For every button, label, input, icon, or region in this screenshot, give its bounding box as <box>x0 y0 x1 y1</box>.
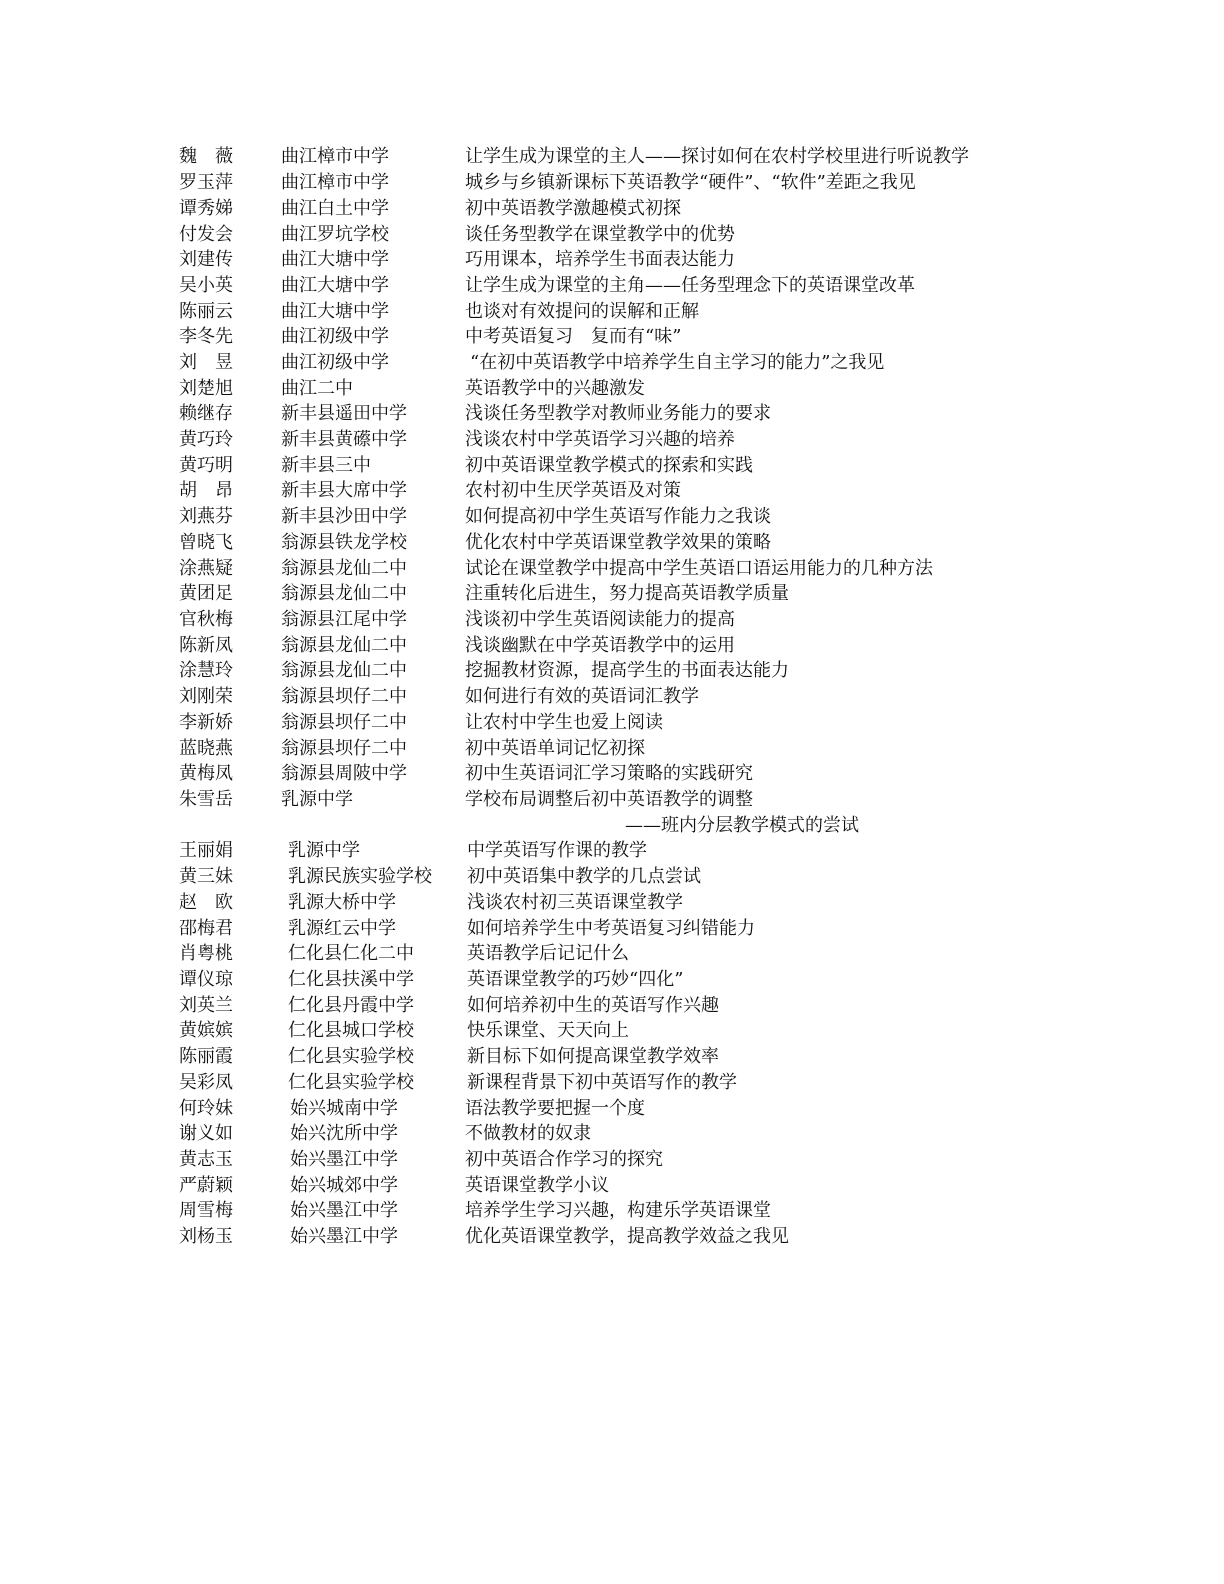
school-name: 仁化县仁化二中 <box>288 943 414 964</box>
author-name: 李冬先 <box>179 326 233 347</box>
author-name: 魏 薇 <box>179 146 233 167</box>
paper-title: 初中生英语词汇学习策略的实践研究 <box>465 763 753 784</box>
author-name: 邵梅君 <box>179 918 233 939</box>
school-name: 曲江初级中学 <box>281 352 389 373</box>
author-name: 周雪梅 <box>179 1200 233 1221</box>
school-name: 翁源县龙仙二中 <box>281 583 407 604</box>
school-name: 曲江樟市中学 <box>281 172 389 193</box>
list-item <box>0 170 1224 196</box>
paper-title: 如何提高初中学生英语写作能力之我谈 <box>465 506 771 527</box>
list-item <box>0 478 1224 504</box>
school-name: 始兴墨江中学 <box>290 1226 398 1247</box>
author-name: 黄巧明 <box>179 455 233 476</box>
school-name: 曲江大塘中学 <box>281 301 389 322</box>
list-item <box>0 633 1224 659</box>
list-item <box>0 1018 1224 1044</box>
list-item <box>0 581 1224 607</box>
school-name: 仁化县实验学校 <box>288 1072 414 1093</box>
list-item <box>0 684 1224 710</box>
list-item <box>0 761 1224 787</box>
list-item <box>0 864 1224 890</box>
school-name: 乳源中学 <box>288 840 360 861</box>
paper-title: 初中英语集中教学的几点尝试 <box>467 866 701 887</box>
school-name: 新丰县沙田中学 <box>281 506 407 527</box>
school-name: 曲江白土中学 <box>281 198 389 219</box>
author-name: 涂燕疑 <box>179 558 233 579</box>
paper-subtitle: ——班内分层教学模式的尝试 <box>625 815 859 836</box>
paper-title: 优化英语课堂教学，提高教学效益之我见 <box>465 1226 789 1247</box>
school-name: 翁源县铁龙学校 <box>281 532 407 553</box>
paper-title: 城乡与乡镇新课标下英语教学“硬件”、“软件”差距之我见 <box>465 172 916 193</box>
list-item <box>0 941 1224 967</box>
list-item <box>0 787 1224 813</box>
paper-title: 初中英语合作学习的探究 <box>465 1149 663 1170</box>
list-item <box>0 196 1224 222</box>
list-item <box>0 273 1224 299</box>
author-name: 赖继存 <box>179 403 233 424</box>
list-item <box>0 890 1224 916</box>
list-item <box>0 967 1224 993</box>
author-name: 黄嫔嫔 <box>179 1020 233 1041</box>
paper-title: 新课程背景下初中英语写作的教学 <box>467 1072 737 1093</box>
paper-title: 快乐课堂、天天向上 <box>467 1020 629 1041</box>
author-name: 官秋梅 <box>179 609 233 630</box>
paper-title: 挖掘教材资源，提高学生的书面表达能力 <box>465 660 789 681</box>
paper-title: 让农村中学生也爱上阅读 <box>465 712 663 733</box>
paper-title: 浅谈农村初三英语课堂教学 <box>467 892 683 913</box>
school-name: 仁化县丹霞中学 <box>288 995 414 1016</box>
school-name: 翁源县坝仔二中 <box>281 712 407 733</box>
author-name: 肖粤桃 <box>179 943 233 964</box>
school-name: 翁源县龙仙二中 <box>281 660 407 681</box>
author-name: 谢义如 <box>179 1123 233 1144</box>
author-name: 黄团足 <box>179 583 233 604</box>
list-item <box>0 838 1224 864</box>
paper-title: 初中英语教学激趣模式初探 <box>465 198 681 219</box>
list-item <box>0 530 1224 556</box>
paper-title: 中考英语复习 复而有“味” <box>465 326 682 347</box>
author-name: 刘刚荣 <box>179 686 233 707</box>
school-name: 始兴城南中学 <box>290 1098 398 1119</box>
list-item <box>0 1173 1224 1199</box>
paper-title: 农村初中生厌学英语及对策 <box>465 480 681 501</box>
school-name: 曲江二中 <box>281 378 353 399</box>
author-name: 刘建传 <box>179 249 233 270</box>
paper-title: 英语教学后记记什么 <box>467 943 629 964</box>
author-name: 刘英兰 <box>179 995 233 1016</box>
school-name: 翁源县龙仙二中 <box>281 558 407 579</box>
paper-title: 浅谈任务型教学对教师业务能力的要求 <box>465 403 771 424</box>
school-name: 乳源红云中学 <box>288 918 396 939</box>
list-item <box>0 427 1224 453</box>
paper-title: 浅谈初中学生英语阅读能力的提高 <box>465 609 735 630</box>
school-name: 乳源中学 <box>281 789 353 810</box>
author-name: 付发会 <box>179 224 233 245</box>
paper-title: 英语教学中的兴趣激发 <box>465 378 645 399</box>
list-item <box>0 1096 1224 1122</box>
author-name: 胡 昂 <box>179 480 233 501</box>
school-name: 翁源县江尾中学 <box>281 609 407 630</box>
school-name: 仁化县城口学校 <box>288 1020 414 1041</box>
author-name: 何玲妹 <box>179 1098 233 1119</box>
school-name: 曲江樟市中学 <box>281 146 389 167</box>
list-item <box>0 658 1224 684</box>
list-item <box>0 376 1224 402</box>
school-name: 乳源民族实验学校 <box>288 866 432 887</box>
author-name: 吴小英 <box>179 275 233 296</box>
author-name: 严蔚颖 <box>179 1175 233 1196</box>
list-item <box>0 324 1224 350</box>
school-name: 曲江初级中学 <box>281 326 389 347</box>
author-name: 黄三妹 <box>179 866 233 887</box>
author-name: 吴彩凤 <box>179 1072 233 1093</box>
list-item <box>0 299 1224 325</box>
author-name: 罗玉萍 <box>179 172 233 193</box>
paper-title: 浅谈幽默在中学英语教学中的运用 <box>465 635 735 656</box>
author-name: 王丽娟 <box>179 840 233 861</box>
list-item <box>0 222 1224 248</box>
school-name: 乳源大桥中学 <box>288 892 396 913</box>
author-name: 赵 欧 <box>179 892 233 913</box>
author-name: 黄巧玲 <box>179 429 233 450</box>
list-item <box>0 247 1224 273</box>
list-item <box>0 350 1224 376</box>
list-item <box>0 144 1224 170</box>
paper-title: 也谈对有效提问的误解和正解 <box>465 301 699 322</box>
list-item <box>0 993 1224 1019</box>
author-name: 陈丽霞 <box>179 1046 233 1067</box>
school-name: 翁源县周陂中学 <box>281 763 407 784</box>
author-name: 李新娇 <box>179 712 233 733</box>
paper-title: 浅谈农村中学英语学习兴趣的培养 <box>465 429 735 450</box>
paper-title: 初中英语单词记忆初探 <box>465 738 645 759</box>
author-name: 刘杨玉 <box>179 1226 233 1247</box>
author-name: 涂慧玲 <box>179 660 233 681</box>
school-name: 曲江大塘中学 <box>281 249 389 270</box>
list-item <box>0 1224 1224 1250</box>
paper-title: 谈任务型教学在课堂教学中的优势 <box>465 224 735 245</box>
paper-title: 培养学生学习兴趣，构建乐学英语课堂 <box>465 1200 771 1221</box>
paper-title: 学校布局调整后初中英语教学的调整 <box>465 789 753 810</box>
paper-title: 中学英语写作课的教学 <box>467 840 647 861</box>
list-item-continuation <box>0 813 1224 839</box>
list-item <box>0 1121 1224 1147</box>
paper-title: “在初中英语教学中培养学生自主学习的能力”之我见 <box>470 352 885 373</box>
author-name: 谭秀娣 <box>179 198 233 219</box>
school-name: 翁源县坝仔二中 <box>281 686 407 707</box>
paper-title: 如何培养初中生的英语写作兴趣 <box>467 995 719 1016</box>
paper-title: 让学生成为课堂的主人——探讨如何在农村学校里进行听说教学 <box>465 146 969 167</box>
list-item <box>0 1198 1224 1224</box>
school-name: 始兴城郊中学 <box>290 1175 398 1196</box>
paper-title: 让学生成为课堂的主角——任务型理念下的英语课堂改革 <box>465 275 915 296</box>
school-name: 始兴墨江中学 <box>290 1200 398 1221</box>
school-name: 新丰县大席中学 <box>281 480 407 501</box>
author-name: 陈丽云 <box>179 301 233 322</box>
paper-title: 优化农村中学英语课堂教学效果的策略 <box>465 532 771 553</box>
list-item <box>0 401 1224 427</box>
list-item <box>0 556 1224 582</box>
list-item <box>0 710 1224 736</box>
list-item <box>0 1070 1224 1096</box>
paper-title: 巧用课本，培养学生书面表达能力 <box>465 249 735 270</box>
school-name: 新丰县遥田中学 <box>281 403 407 424</box>
school-name: 曲江罗坑学校 <box>281 224 389 245</box>
school-name: 曲江大塘中学 <box>281 275 389 296</box>
paper-title: 如何培养学生中考英语复习纠错能力 <box>467 918 755 939</box>
school-name: 仁化县实验学校 <box>288 1046 414 1067</box>
school-name: 翁源县龙仙二中 <box>281 635 407 656</box>
paper-title: 注重转化后进生，努力提高英语教学质量 <box>465 583 789 604</box>
author-name: 谭仪琼 <box>179 969 233 990</box>
author-name: 黄梅凤 <box>179 763 233 784</box>
paper-title: 新目标下如何提高课堂教学效率 <box>467 1046 719 1067</box>
paper-title: 英语课堂教学的巧妙“四化” <box>467 969 684 990</box>
list-item <box>0 736 1224 762</box>
author-name: 朱雪岳 <box>179 789 233 810</box>
school-name: 仁化县扶溪中学 <box>288 969 414 990</box>
author-name: 蓝晓燕 <box>179 738 233 759</box>
list-item <box>0 607 1224 633</box>
paper-title: 试论在课堂教学中提高中学生英语口语运用能力的几种方法 <box>465 558 933 579</box>
author-name: 刘燕芬 <box>179 506 233 527</box>
list-item <box>0 1147 1224 1173</box>
paper-title: 如何进行有效的英语词汇教学 <box>465 686 699 707</box>
paper-title: 不做教材的奴隶 <box>465 1123 591 1144</box>
list-item <box>0 1044 1224 1070</box>
school-name: 新丰县黄礤中学 <box>281 429 407 450</box>
author-name: 曾晓飞 <box>179 532 233 553</box>
author-name: 陈新凤 <box>179 635 233 656</box>
list-item <box>0 504 1224 530</box>
author-name: 刘楚旭 <box>179 378 233 399</box>
paper-title: 初中英语课堂教学模式的探索和实践 <box>465 455 753 476</box>
school-name: 翁源县坝仔二中 <box>281 738 407 759</box>
author-name: 刘 昱 <box>179 352 233 373</box>
school-name: 始兴墨江中学 <box>290 1149 398 1170</box>
school-name: 新丰县三中 <box>281 455 371 476</box>
school-name: 始兴沈所中学 <box>290 1123 398 1144</box>
paper-title: 语法教学要把握一个度 <box>465 1098 645 1119</box>
author-name: 黄志玉 <box>179 1149 233 1170</box>
paper-title: 英语课堂教学小议 <box>465 1175 609 1196</box>
list-item <box>0 453 1224 479</box>
list-item <box>0 916 1224 942</box>
